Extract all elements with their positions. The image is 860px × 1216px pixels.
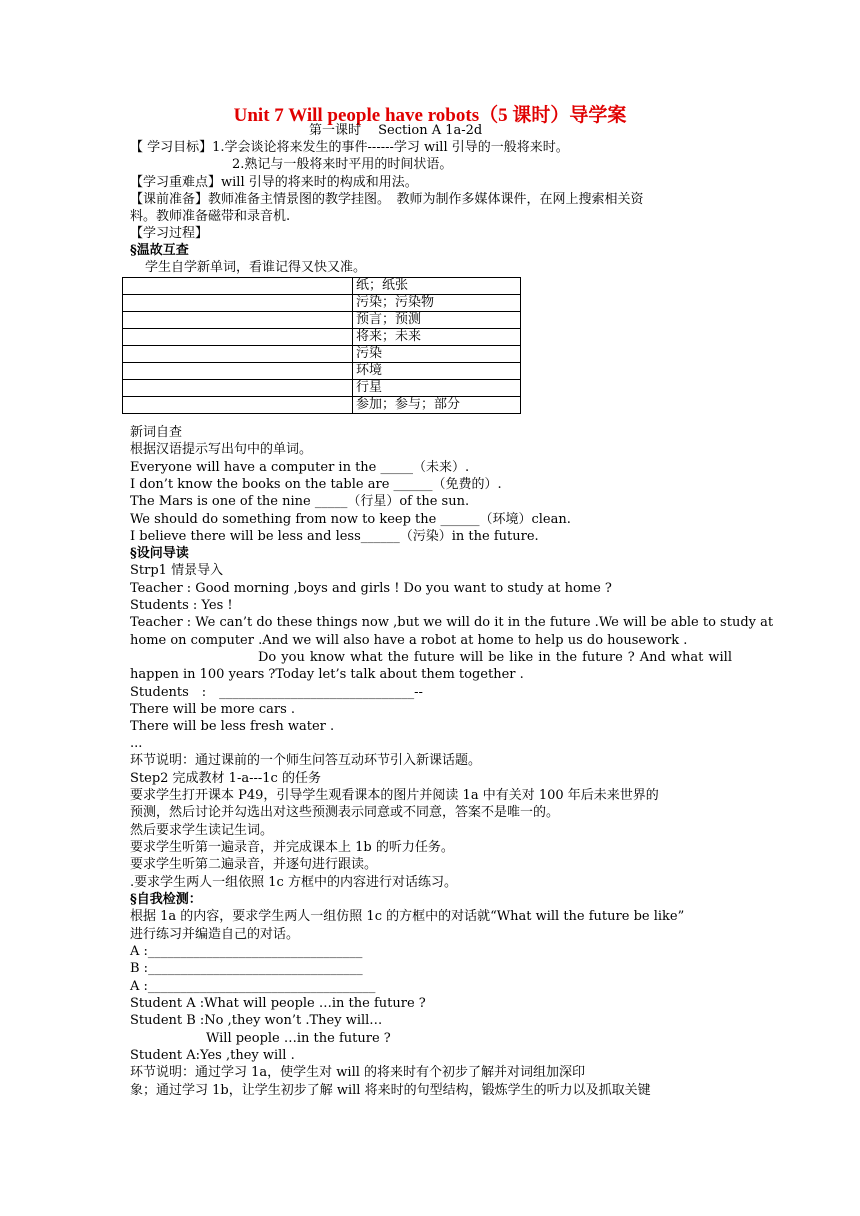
table-row (123, 278, 521, 295)
dialog-line: Students : Yes ! (130, 598, 233, 613)
blank-line: A :___________________________________ (130, 979, 376, 994)
dialog-line: Students : ______________________________-- (130, 685, 423, 700)
table-row (123, 329, 521, 346)
review-heading: §温故互查 (130, 243, 189, 258)
task-line: 然后要求学生读记生词。 (130, 823, 274, 838)
vocab-meaning: 环境 (353, 363, 521, 380)
vocab-table (122, 277, 521, 414)
self-check-heading: §自我检测： (130, 892, 202, 907)
vocab-meaning: 预言；预测 (353, 312, 521, 329)
vocab-meaning: 行星 (353, 380, 521, 397)
vocab-meaning: 纸；纸张 (353, 278, 521, 295)
dialog-line: ... (130, 736, 143, 751)
task-line: .要求学生两人一组依照 1c 方框中的内容进行对话练习。 (130, 875, 457, 890)
answer-cell (123, 278, 353, 295)
sample-dialog-line: Will people …in the future ? (206, 1031, 391, 1046)
blank-line: A :_________________________________ (130, 944, 363, 959)
step2-heading: Step2 完成教材 1-a---1c 的任务 (130, 771, 321, 786)
prep-line-1: 【课前准备】教师准备主情景图的教学挂图。 教师为制作多媒体课件，在网上搜索相关资 (130, 192, 644, 207)
vocab-meaning: 污染 (353, 346, 521, 363)
table-row (123, 346, 521, 363)
dialog-line: There will be more cars . (130, 702, 296, 717)
sample-dialog-line: Student B :No ,they won’t .They will… (130, 1013, 383, 1028)
vocab-meaning: 参加；参与；部分 (353, 397, 521, 414)
review-intro: 学生自学新单词，看谁记得又快又准。 (145, 260, 367, 275)
fill-intro: 根据汉语提示写出句中的单词。 (130, 442, 313, 457)
dialog-line: home on computer .And we will also have a robot at home to help us do housework . (130, 633, 688, 648)
new-words-check: 新词自查 (130, 425, 183, 440)
fill-sentence: I don’t know the books on the table are ______（免费的）. (130, 477, 502, 492)
answer-cell (123, 346, 353, 363)
task-line: 要求学生打开课本 P49，引导学生观看课本的图片并阅读 1a 中有关对 100 年后未来世界的 (130, 788, 659, 803)
table-row (123, 312, 521, 329)
answer-cell (123, 397, 353, 414)
fill-sentence: I believe there will be less and less______（污染）in the future. (130, 529, 539, 544)
fill-sentence: Everyone will have a computer in the _____（未来）. (130, 460, 470, 475)
table-row (123, 295, 521, 312)
note-line: 象；通过学习 1b，让学生初步了解 will 将来时的句型结构，锻炼学生的听力以及抓取关键 (130, 1083, 651, 1098)
dialog-line: Do you know what the future will be like in the future ? And what will (258, 650, 732, 665)
answer-cell (123, 380, 353, 397)
table-row (123, 397, 521, 414)
prep-line-2: 料。教师准备磁带和录音机. (130, 209, 291, 224)
dialog-line: happen in 100 years ?Today let’s talk about them together . (130, 667, 524, 682)
document-title: Unit 7 Will people have robots（5 课时）导学案 (233, 105, 627, 126)
process-heading: 【学习过程】 (130, 226, 209, 241)
step1-heading: Strp1 情景导入 (130, 563, 224, 578)
answer-cell (123, 329, 353, 346)
vocab-meaning: 污染；污染物 (353, 295, 521, 312)
dialog-line: Teacher : We can’t do these things now ,but we will do it in the future .We will be able to study at (130, 615, 774, 630)
objectives-line-1: 【 学习目标】1.学会谈论将来发生的事件------学习 will 引导的一般将来时。 (130, 140, 569, 155)
table-row (123, 363, 521, 380)
key-points: 【学习重难点】will 引导的将来时的构成和用法。 (130, 175, 418, 190)
table-row (123, 380, 521, 397)
note-line: 环节说明：通过课前的一个师生问答互动环节引入新课话题。 (130, 753, 482, 768)
answer-cell (123, 363, 353, 380)
guide-heading: §设问导读 (130, 546, 189, 561)
self-check-line: 根据 1a 的内容，要求学生两人一组仿照 1c 的方框中的对话就“What will the future be like” (130, 909, 685, 924)
self-check-line: 进行练习并编造自己的对话。 (130, 927, 300, 942)
sample-dialog-line: Student A :What will people …in the future ? (130, 996, 426, 1011)
fill-sentence: We should do something from now to keep the ______（环境）clean. (130, 512, 571, 527)
fill-sentence: The Mars is one of the nine _____（行星）of the sun. (130, 494, 470, 509)
answer-cell (123, 295, 353, 312)
task-line: 要求学生听第一遍录音，并完成课本上 1b 的听力任务。 (130, 840, 454, 855)
objectives-line-2: 2.熟记与一般将来时平用的时间状语。 (232, 157, 453, 172)
task-line: 要求学生听第二遍录音，并逐句进行跟读。 (130, 857, 378, 872)
blank-line: B :_________________________________ (130, 961, 363, 976)
dialog-line: There will be less fresh water . (130, 719, 335, 734)
sample-dialog-line: Student A:Yes ,they will . (130, 1048, 295, 1063)
lesson-subtitle: 第一课时 Section A 1a-2d (309, 123, 483, 138)
task-line: 预测，然后讨论并勾选出对这些预测表示同意或不同意，答案不是唯一的。 (130, 805, 560, 820)
answer-cell (123, 312, 353, 329)
dialog-line: Teacher : Good morning ,boys and girls ! Do you want to study at home ? (130, 581, 612, 596)
vocab-meaning: 将来；未来 (353, 329, 521, 346)
note-line: 环节说明：通过学习 1a，使学生对 will 的将来时有个初步了解并对词组加深印 (130, 1065, 586, 1080)
